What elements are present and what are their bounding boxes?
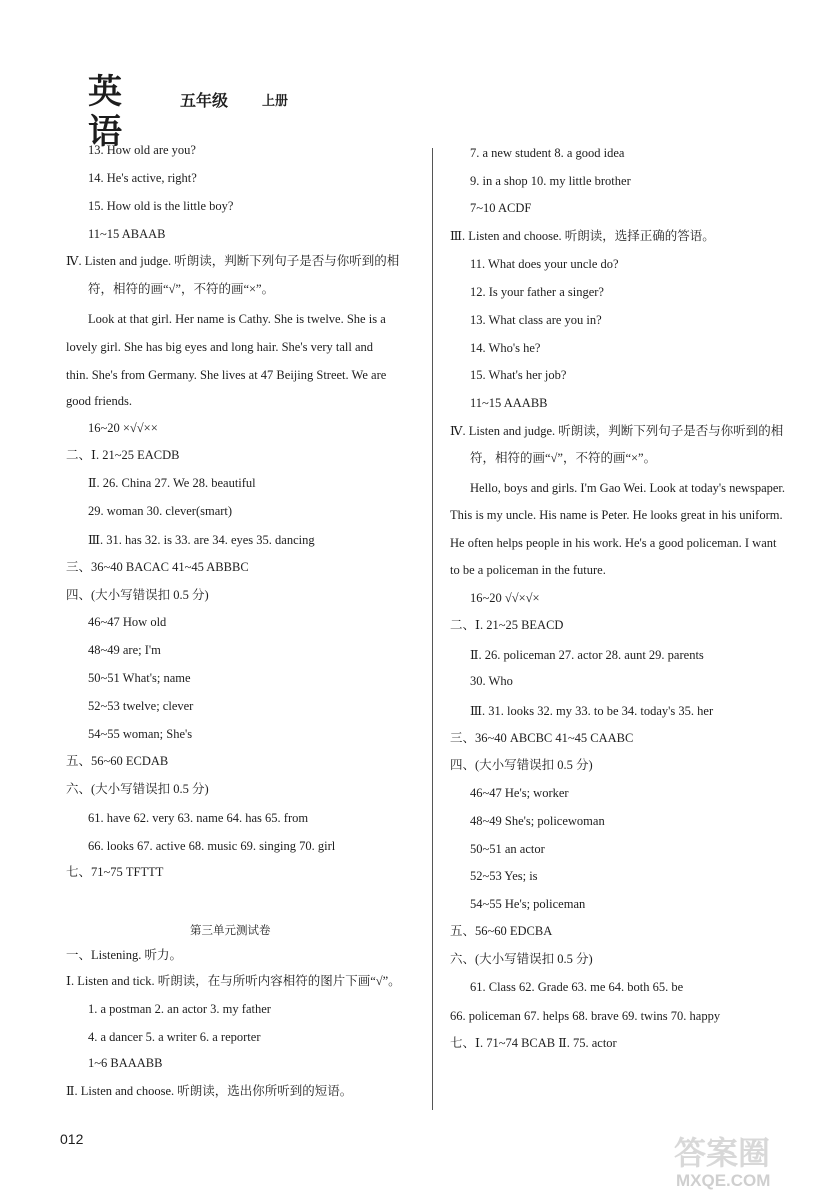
text-line: He often helps people in his work. He's a good policeman. I want [450,536,777,550]
text-line: 54~55 He's; policeman [470,897,586,911]
text-line: 11. What does your uncle do? [470,257,619,271]
text-line: 一、Listening. 听力。 [66,948,182,962]
text-line: 4. a dancer 5. a writer 6. a reporter [88,1030,261,1044]
text-line: good friends. [66,394,132,408]
text-line: 1~6 BAAABB [88,1056,163,1070]
text-line: 11~15 AAABB [470,396,548,410]
text-line: 三、36~40 BACAC 41~45 ABBBC [66,560,249,574]
text-line: 12. Is your father a singer? [470,285,604,299]
text-line: 13. What class are you in? [470,313,602,327]
text-line: thin. She's from Germany. She lives at 47 Beijing Street. We are [66,368,387,382]
text-line: Look at that girl. Her name is Cathy. She is twelve. She is a [88,312,386,326]
text-line: 二、Ⅰ. 21~25 BEACD [450,618,564,632]
text-line: 9. in a shop 10. my little brother [470,174,631,188]
text-line: 16~20 ×√√×× [88,421,158,435]
text-line: 13. How old are you? [88,143,196,157]
text-line: 五、56~60 EDCBA [450,924,553,938]
text-line: 29. woman 30. clever(smart) [88,504,233,518]
text-line: 六、(大小写错误扣 0.5 分) [450,952,593,966]
text-line: 15. What's her job? [470,368,567,382]
column-divider [432,148,433,1110]
text-line: 30. Who [470,674,513,688]
text-line: 15. How old is the little boy? [88,199,234,213]
text-line: 四、(大小写错误扣 0.5 分) [450,758,593,772]
text-line: 66. looks 67. active 68. music 69. singing 70. girl [88,839,336,853]
text-line: 六、(大小写错误扣 0.5 分) [66,782,209,796]
text-line: 52~53 twelve; clever [88,699,194,713]
text-line: Ⅲ. 31. looks 32. my 33. to be 34. today's 35. her [470,704,714,718]
text-line: lovely girl. She has big eyes and long hair. She's very tall and [66,340,374,354]
text-line: 46~47 He's; worker [470,786,569,800]
text-line: 66. policeman 67. helps 68. brave 69. twins 70. happy [450,1009,721,1023]
text-line: Ⅲ. 31. has 32. is 33. are 34. eyes 35. dancing [88,533,315,547]
text-line: 61. Class 62. Grade 63. me 64. both 65. be [470,980,684,994]
text-line: 48~49 She's; policewoman [470,814,605,828]
text-line: 七、71~75 TFTTT [66,865,164,879]
watermark-text: 答案圈 [674,1134,771,1172]
text-line: 14. He's active, right? [88,171,197,185]
text-line: 50~51 an actor [470,842,545,856]
text-line: 符，相符的画“√”，不符的画“×”。 [470,451,657,465]
grade-label: 五年级 [180,91,229,110]
text-line: 52~53 Yes; is [470,869,538,883]
text-line: 三、36~40 ABCBC 41~45 CAABC [450,731,634,745]
text-line: Ⅱ. Listen and choose. 听朗读，选出你所听到的短语。 [66,1084,353,1098]
text-line: Hello, boys and girls. I'm Gao Wei. Look at today's newspaper. [470,481,786,495]
text-line: Ⅲ. Listen and choose. 听朗读，选择正确的答语。 [450,229,715,243]
text-line: 五、56~60 ECDAB [66,754,169,768]
text-line: to be a policeman in the future. [450,563,606,577]
text-line: 四、(大小写错误扣 0.5 分) [66,588,209,602]
text-line: Ⅱ. 26. policeman 27. actor 28. aunt 29. parents [470,648,704,662]
watermark-logo [668,1128,808,1190]
text-line: 61. have 62. very 63. name 64. has 65. from [88,811,309,825]
text-line: 二、Ⅰ. 21~25 EACDB [66,448,180,462]
text-line: This is my uncle. His name is Peter. He looks great in his uniform. [450,508,783,522]
text-line: 符，相符的画“√”，不符的画“×”。 [88,282,275,296]
text-line: 七、Ⅰ. 71~74 BCAB Ⅱ. 75. actor [450,1036,617,1050]
text-line: Ⅳ. Listen and judge. 听朗读，判断下列句子是否与你听到的相 [66,254,400,268]
text-line: 7~10 ACDF [470,201,532,215]
text-line: 11~15 ABAAB [88,227,166,241]
text-line: 54~55 woman; She's [88,727,193,741]
text-line: 16~20 √√×√× [470,591,540,605]
text-line: Ⅳ. Listen and judge. 听朗读，判断下列句子是否与你听到的相 [450,424,784,438]
text-line: 48~49 are; I'm [88,643,161,657]
text-line: 46~47 How old [88,615,167,629]
subject-title: 英语 [88,72,123,152]
section-title: 第三单元测试卷 [190,923,271,937]
text-line: 50~51 What's; name [88,671,191,685]
text-line: Ⅱ. 26. China 27. We 28. beautiful [88,476,256,490]
text-line: 14. Who's he? [470,341,541,355]
watermark-url: MXQE.COM [676,1171,771,1190]
text-line: Ⅰ. Listen and tick. 听朗读，在与所听内容相符的图片下画“√”。 [66,974,401,988]
volume-label: 上册 [262,94,289,109]
text-line: 7. a new student 8. a good idea [470,146,625,160]
page-number: 012 [60,1131,84,1147]
text-line: 1. a postman 2. an actor 3. my father [88,1002,271,1016]
